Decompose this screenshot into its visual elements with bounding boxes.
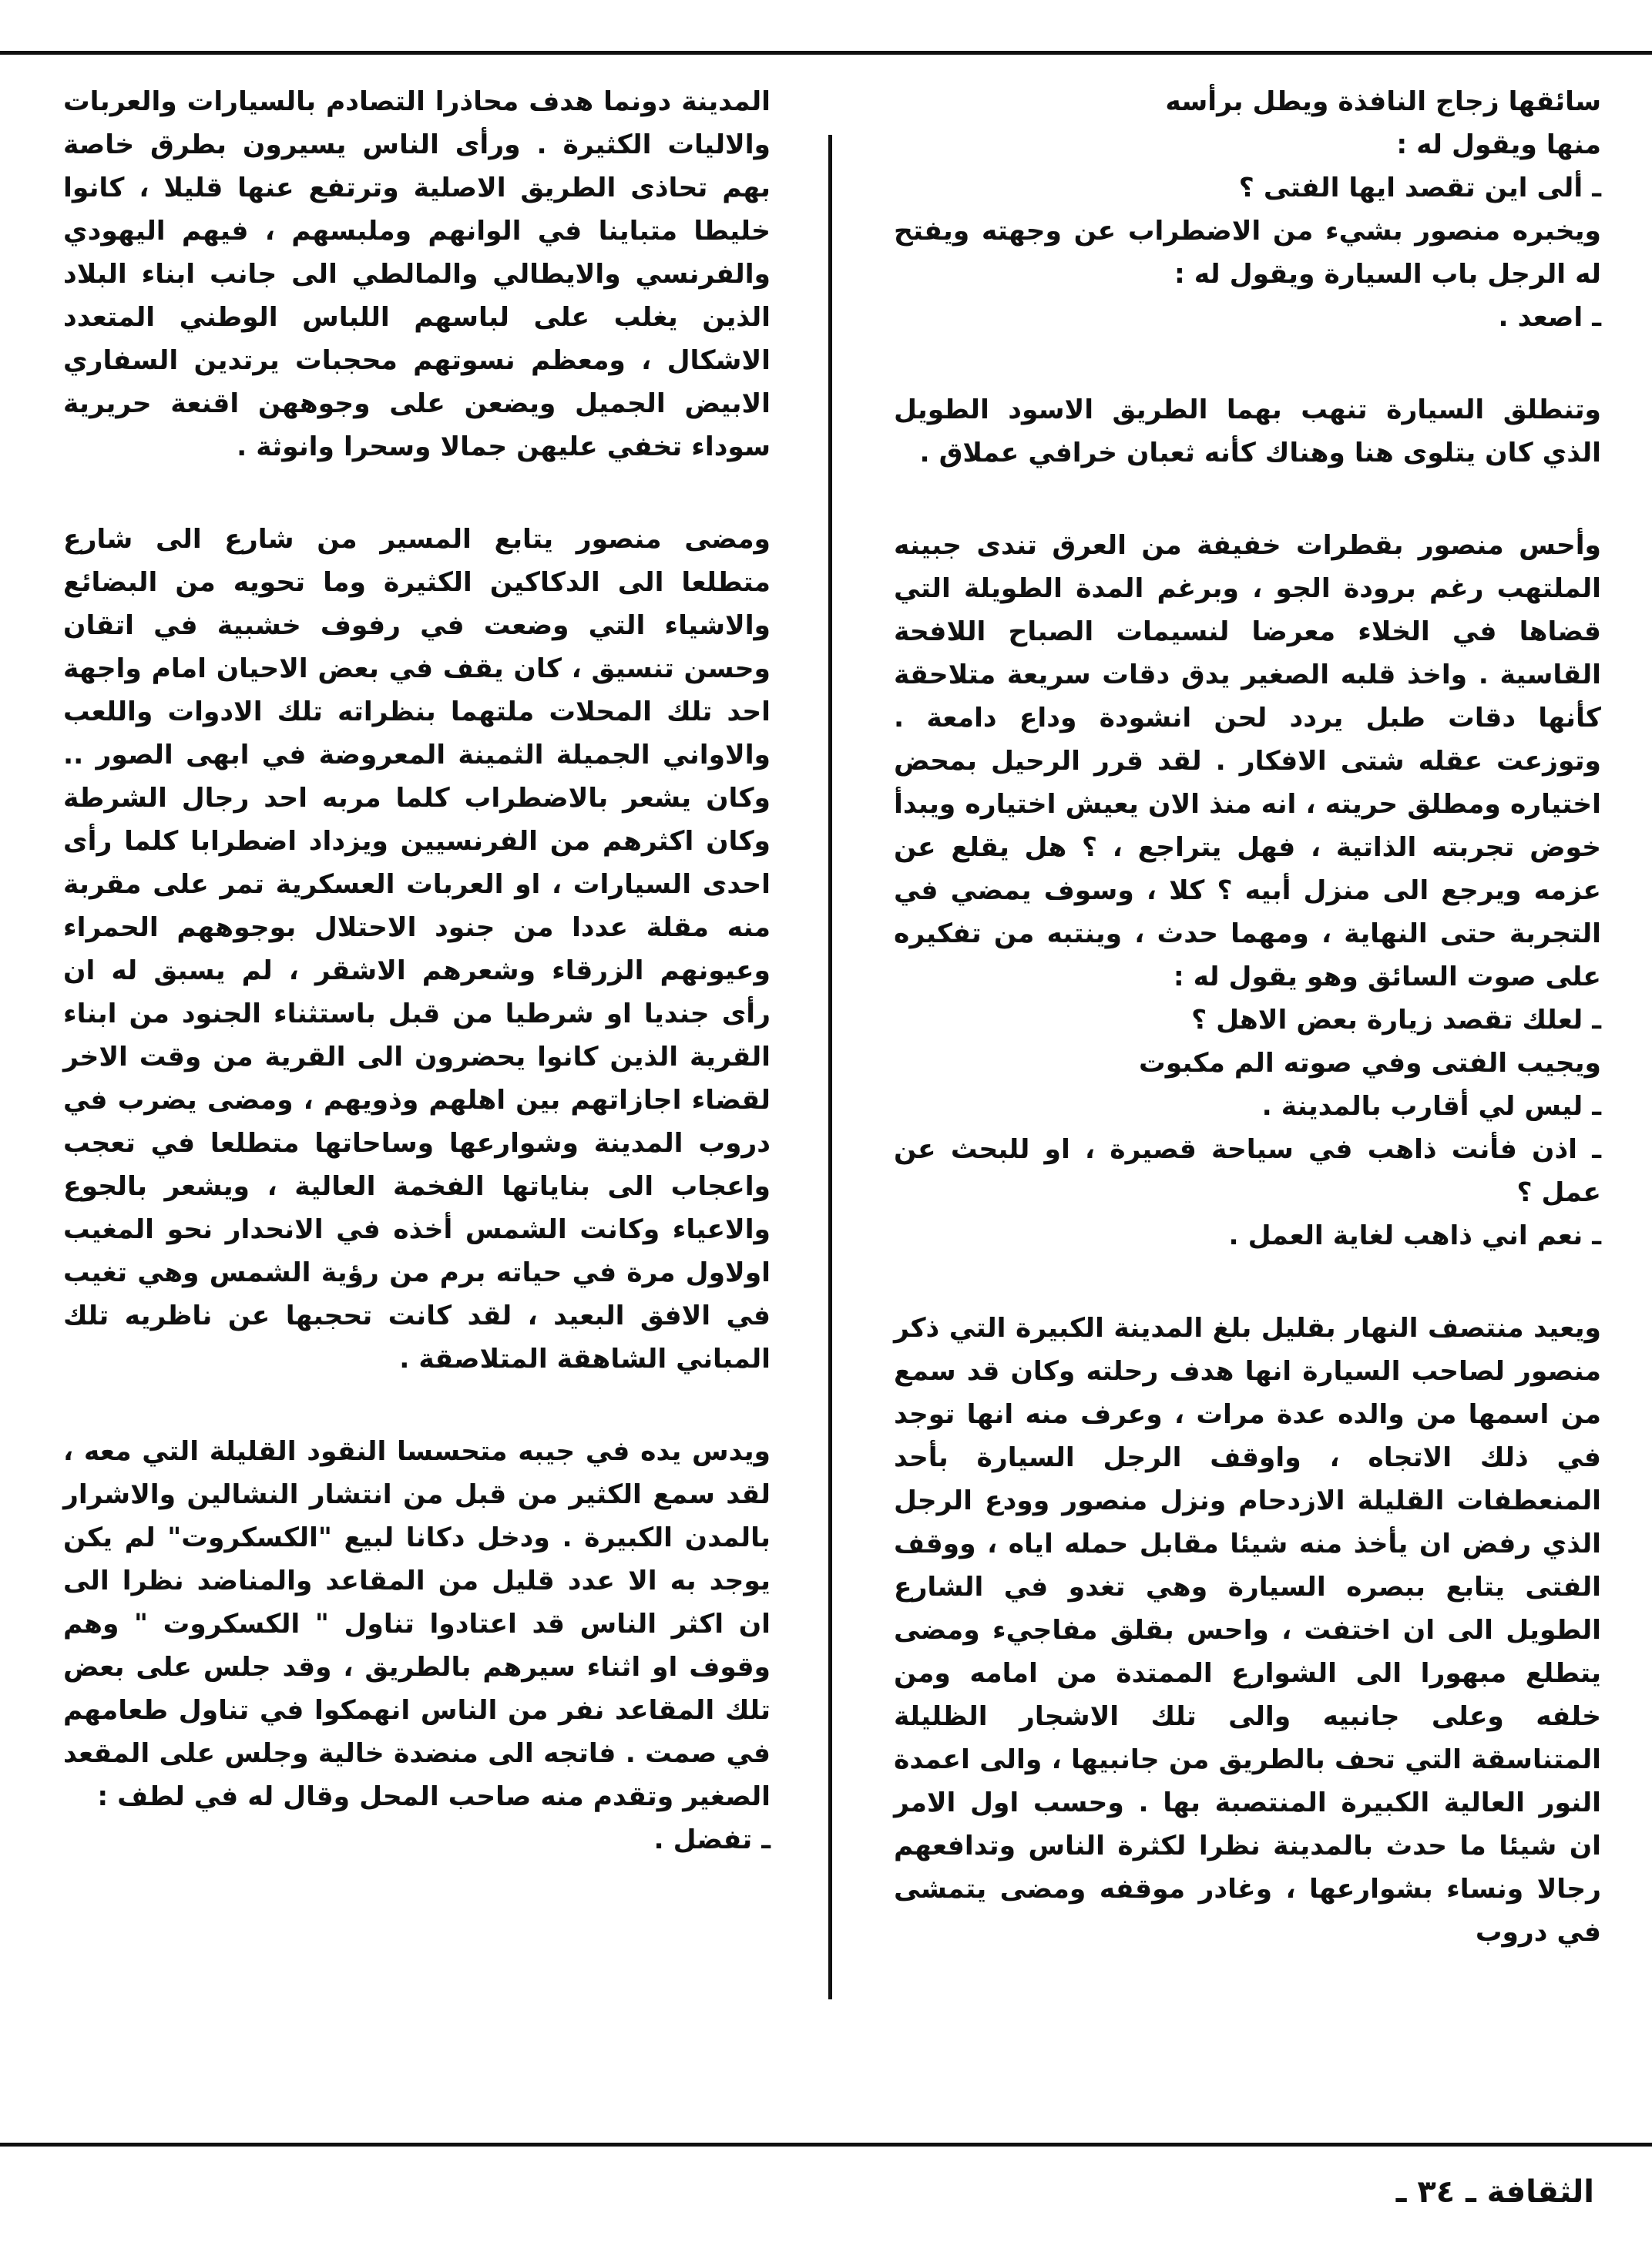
dialogue-line: ـ لعلك تقصد زيارة بعض الاهل ؟ (1191, 1005, 1601, 1036)
top-rule (0, 51, 1652, 55)
dialogue-line: ـ اصعد . (1498, 302, 1601, 333)
dialogue-line: ـ ألى اين تقصد ايها الفتى ؟ (1238, 173, 1601, 203)
paragraph-line: منها ويقول له : (1396, 129, 1601, 160)
paragraph: ويجيب الفتى وفي صوته الم مكبوت (1139, 1048, 1601, 1079)
paragraph: ويعيد منتصف النهار بقليل بلغ المدينة الكبيرة التي ذكر منصور لصاحب السيارة انها هدف رحلته وكان قد سمع من اسمها من والده عدة مرات ، وعرف منه انها توجد في ذلك الاتجاه ، واوقف الرجل السيارة بأحد المنعطفات القليلة الازدحام ونزل منصور وودع الرجل الذي رفض ان يأخذ منه شيئا مقابل حمله اياه ، ووقف الفتى يتابع ببصره السيارة وهي تغدو في الشارع الطويل الى ان اختفت ، واحس بقلق مفاجيء ومضى يتطلع مبهورا الى الشوارع الممتدة من امامه ومن خلفه وعلى جانبيه والى تلك الاشجار الظليلة المتناسقة التي تحف بالطريق من جانبيها ، والى اعمدة النور العالية الكبيرة المنتصبة بها . وحسب اول الامر ان شيئا ما حدث بالمدينة نظرا لكثرة الناس وتدافعهم رجالا ونساء بشوارعها ، وغادر موقفه ومضى يتمشى في دروب (894, 1313, 1601, 1948)
paragraph: ويخبره منصور بشيء من الاضطراب عن وجهته ويفتح له الرجل باب السيارة ويقول له : (894, 216, 1601, 290)
dialogue-line: ـ اذن فأنت ذاهب في سياحة قصيرة ، او للبحث عن عمل ؟ (894, 1134, 1601, 1208)
paragraph: ويدس يده في جيبه متحسسا النقود القليلة التي معه ، لقد سمع الكثير من قبل من انتشار النشالين والاشرار بالمدن الكبيرة . ودخل دكانا لبيع "الكسكروت" لم يكن يوجد به الا عدد قليل من المقاعد والمناضد نظرا الى ان اكثر الناس قد اعتادوا تناول " الكسكروت " وهم وقوف او اثناء سيرهم بالطريق ، وقد جلس على بعض تلك المقاعد نفر من الناس انهمكوا في تناول طعامهم في صمت . فاتجه الى منضدة خالية وجلس على المقعد الصغير وتقدم منه صاحب المحل وقال له في لطف : (63, 1436, 771, 1812)
dialogue-block (63, 1430, 771, 1861)
opening-block (894, 80, 1601, 339)
dialogue-line: ـ تفضل . (653, 1824, 771, 1855)
dialogue-line: ـ نعم اني ذاهب لغاية العمل . (1228, 1220, 1601, 1251)
dialogue-line: ـ ليس لي أقارب بالمدينة . (1261, 1091, 1601, 1122)
paragraph: ومضى منصور يتابع المسير من شارع الى شارع متطلعا الى الدكاكين الكثيرة وما تحويه من البضائع والاشياء التي وضعت في رفوف خشبية في اتقان وحسن تنسيق ، كان يقف في بعض الاحيان امام واجهة احد تلك المحلات ملتهما بنظراته تلك الادوات واللعب والاواني الجميلة الثمينة المعروضة في ابهى الصور .. وكان يشعر بالاضطراب كلما مربه احد رجال الشرطة وكان اكثرهم من الفرنسيين ويزداد اضطرابا كلما رأى احدى السيارات ، او العربات العسكرية تمر على مقربة منه مقلة عددا من جنود الاحتلال بوجوههم الحمراء وعيونهم الزرقاء وشعرهم الاشقر ، لم يسبق له ان رأى جنديا او شرطيا من قبل باستثناء الجنود من ابناء القرية الذين كانوا يحضرون الى القرية من وقت الاخر لقضاء اجازاتهم بين اهلهم وذويهم ، ومضى يضرب في دروب المدينة وشوارعها وساحاتها متطلعا في تعجب واعجاب الى بناياتها الفخمة العالية ، ويشعر بالجوع والاعياء وكانت الشمس أخذه في الانحدار نحو المغيب اولاول مرة في حياته برم من رؤية الشمس وهي تغيب في الافق البعيد ، لقد كانت تحجبها عن ناظريه تلك المباني الشاهقة المتلاصقة . (63, 524, 771, 1375)
paragraph: المدينة دونما هدف محاذرا التصادم بالسيارات والعربات والاليات الكثيرة . ورأى الناس يسيرون بطرق خاصة بهم تحاذى الطريق الاصلية وترتفع عنها قليلا ، كانوا خليطا متباينا في الوانهم وملبسهم ، فيهم اليهودي والفرنسي والايطالي والمالطي الى جانب ابناء البلاد الذين يغلب على لباسهم اللباس الوطني المتعدد الاشكال ، ومعظم نسوتهم محجبات يرتدين السفاري الابيض الجميل ويضعن على وجوههن اقنعة حريرية سوداء تخفي عليهن جمالا وسحرا وانوثة . (63, 86, 771, 462)
bottom-rule (0, 2143, 1652, 2147)
right-column (894, 80, 1601, 2003)
dialogue-block (894, 524, 1601, 1257)
paragraph: وتنطلق السيارة تنهب بهما الطريق الاسود الطويل الذي كان يتلوى هنا وهناك كأنه ثعبان خرافي عملاق . (894, 394, 1601, 468)
column-divider (828, 135, 832, 1999)
paragraph-line: سائقها زجاج النافذة ويطل برأسه (1165, 86, 1601, 117)
page-footer: الثقافة ـ ٣٤ ـ (1395, 2174, 1594, 2210)
left-column (63, 80, 771, 1911)
paragraph: وأحس منصور بقطرات خفيفة من العرق تندى جبينه الملتهب رغم برودة الجو ، وبرغم المدة الطويلة التي قضاها في الخلاء معرضا لنسيمات الصباح اللافحة القاسية . واخذ قلبه الصغير يدق دقات سريعة متلاحقة كأنها دقات طبل يردد لحن انشودة وداع دامعة . وتوزعت عقله شتى الافكار . لقد قرر الرحيل بمحض اختياره ومطلق حريته ، انه منذ الان يعيش اختياره ويبدأ خوض تجربته الذاتية ، فهل يتراجع ، ؟ هل يقلع عن عزمه ويرجع الى منزل أبيه ؟ كلا ، وسوف يمضي في التجربة حتى النهاية ، ومهما حدث ، وينتبه من تفكيره على صوت السائق وهو يقول له : (894, 530, 1601, 992)
